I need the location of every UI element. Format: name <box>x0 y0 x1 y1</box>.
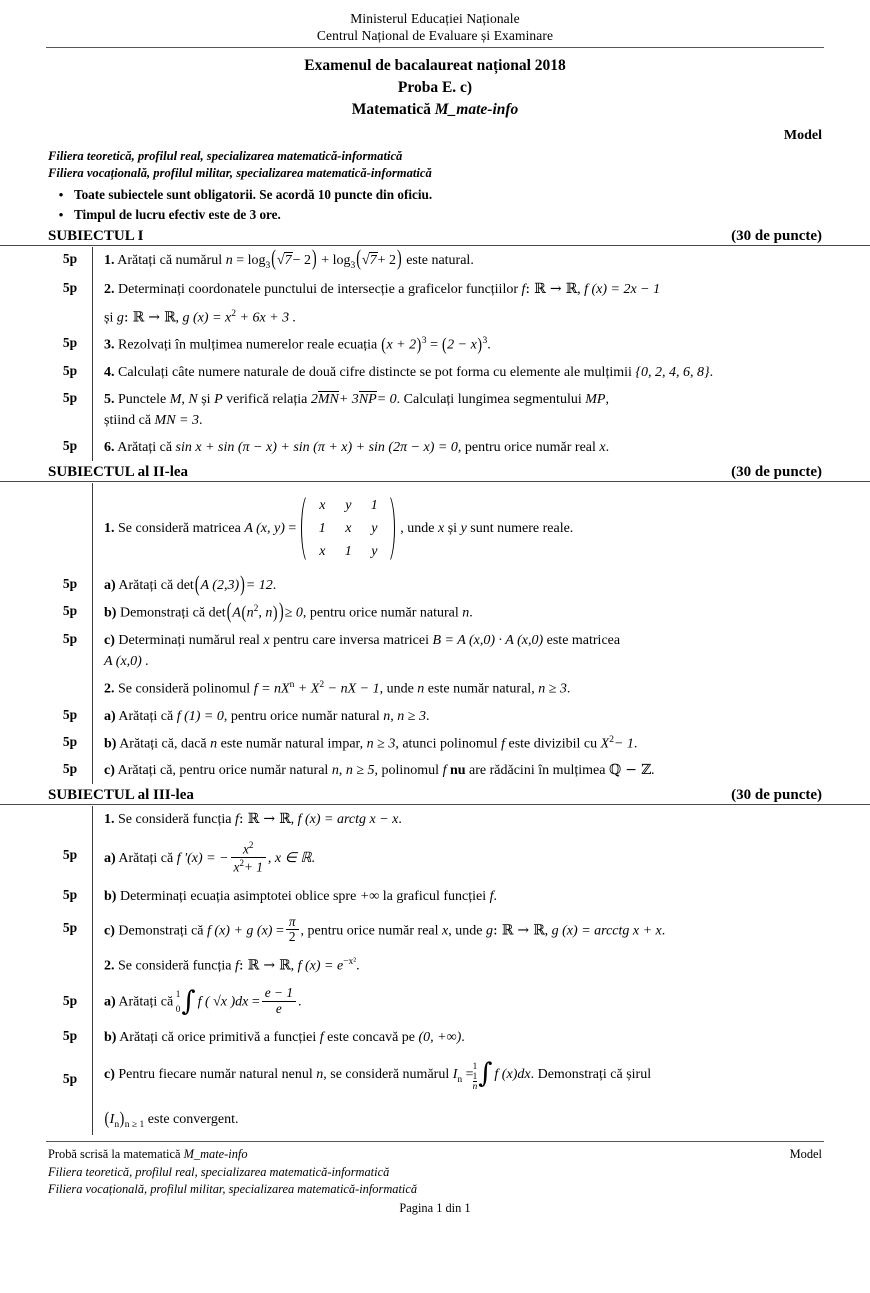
item-number: 2. <box>104 681 115 697</box>
lower-limit-fraction: $\frac{1}{n}$ <box>472 1070 478 1092</box>
exam-item-iii-2b <box>48 1024 822 1051</box>
item-number: 6. <box>104 440 115 455</box>
item-number: c) <box>104 763 115 779</box>
column-divider <box>92 434 93 461</box>
section-header-2 <box>0 463 870 482</box>
section-points-2: (30 de puncte) <box>731 464 822 480</box>
item-points: 5p <box>62 919 78 935</box>
bullet-icon: • <box>58 206 64 222</box>
item-body: 2. Determinați coordonatele punctului de intersecție a graficelor funcțiilor f: ℝ → ℝ, f (x) = 2x − 1 și g: ℝ → ℝ, g $(x) = x^2 + 6x + 3$ . <box>104 276 822 332</box>
item-body-line-2: $(I_n)_{n \ge 1}$ este convergent. <box>104 1110 239 1130</box>
item-number: 1. <box>104 812 115 828</box>
column-divider <box>92 675 93 703</box>
integral-sign: ∫ <box>478 1058 493 1090</box>
fraction-e-1-over-e: $\frac{e - 1}{e}$ <box>262 986 296 1017</box>
integral-sign: ∫ <box>181 986 196 1018</box>
item-points: 5p <box>62 1071 78 1087</box>
column-divider <box>92 1024 93 1051</box>
page-footer <box>0 1142 870 1217</box>
item-body: c) Arătați că, pentru orice număr natural n, n ≥ 5, polinomul f nu are rădăcini în mulțimea ℚ − ℤ. <box>104 762 655 779</box>
item-number: 1. <box>104 252 115 268</box>
item-body-line-2: A (x,0) . <box>104 653 149 669</box>
item-number: 3. <box>104 338 115 353</box>
item-number: 2. <box>104 958 115 974</box>
column-divider <box>92 572 93 599</box>
exam-item-ii-1a <box>48 572 822 599</box>
item-body: a) Arătați că 1 0 ∫ f ( √x )dx = $\frac{e - 1}{e}$ . <box>104 984 302 1018</box>
page-number: Pagina 1 din 1 <box>399 1201 471 1216</box>
column-divider <box>92 703 93 730</box>
exam-item-i4 <box>48 359 822 386</box>
column-divider <box>92 483 93 572</box>
exam-item-iii-1a <box>48 833 822 883</box>
matrix-paren-left <box>298 493 307 564</box>
item-body: b) Demonstrați că $\det(A(n^2$, n) )≥ 0, pentru orice număr natural n. <box>104 601 473 625</box>
item-points: 5p <box>62 761 78 777</box>
section-points-3: (30 de puncte) <box>731 787 822 804</box>
matrix-paren-right <box>389 493 398 564</box>
exam-item-ii-2c <box>48 757 822 784</box>
subject-1-items <box>0 247 870 461</box>
instruction-text: Timpul de lucru efectiv este de 3 ore. <box>74 206 281 222</box>
item-points: 5p <box>62 603 78 619</box>
item-number: a) <box>104 578 116 594</box>
integral-1n-1 <box>472 1058 493 1092</box>
item-points <box>48 675 92 679</box>
column-divider <box>92 1051 93 1135</box>
item-body: b) Arătați că orice primitivă a funcției f este concavă pe (0, +∞). <box>104 1030 465 1046</box>
integral-limits: 1 0 <box>175 989 181 1014</box>
filiera-line-2: Filiera vocațională, profilul militar, specializarea matematică-informatică <box>48 165 432 180</box>
footer-filiera-1: Filiera teoretică, profilul real, specializarea matematică-informatică <box>48 1164 390 1179</box>
exam-subject-code: M_mate-info <box>434 101 519 119</box>
item-points: 5p <box>62 706 78 722</box>
item-points: 5p <box>62 1028 78 1044</box>
column-divider <box>92 359 93 386</box>
item-points <box>48 483 92 487</box>
instructions-list <box>0 185 870 225</box>
item-number: c) <box>104 923 115 939</box>
item-points: 5p <box>62 733 78 749</box>
column-divider <box>92 910 93 952</box>
item-points: 5p <box>62 993 78 1009</box>
filiera-block <box>0 148 870 182</box>
item-body: 6. Arătați că sin x + sin (π − x) + sin (π + x) + sin (2π − x) = 0, pentru orice număr real x. <box>104 440 610 455</box>
footer-filiera-2: Filiera vocațională, profilul militar, specializarea matematică-informatică <box>48 1182 418 1197</box>
column-divider <box>92 331 93 359</box>
column-divider <box>92 386 93 434</box>
item-body-line-2: știind că MN = 3. <box>104 413 203 428</box>
item-body: c) Demonstrați că f (x) + g (x) = $\frac{\pi}{2}$ , pentru orice număr real x, unde g: ℝ → ℝ, g (x) = arcctg x + x. <box>104 913 666 945</box>
item-body-line-2: și g: ℝ → ℝ, g $(x) = x^2 + 6x + 3$ . <box>104 308 297 326</box>
item-points: 5p <box>62 335 78 351</box>
section-title-1: SUBIECTUL I <box>48 227 144 244</box>
exam-item-ii-1 <box>48 483 822 572</box>
integral-limits: 1 $\frac{1}{n}$ <box>472 1061 478 1092</box>
exam-item-iii-1c <box>48 910 822 952</box>
item-points: 5p <box>62 390 78 405</box>
column-divider <box>92 833 93 883</box>
item-body: 2. Se consideră polinomul $f = nX^n + X^2$ − nX − 1, unde n este număr natural, n ≥ 3. <box>104 679 571 697</box>
item-body: 5. Punctele M, N și P verifică relația 2MN+ 3NP= 0. Calculați lungimea segmentului MP, știind că MN = 3. <box>104 386 822 434</box>
item-body: 1. Se consideră matricea A (x, y) = x y 1 1 x y x 1 y , unde x și y sunt numere reale. <box>104 483 822 572</box>
filiera-line-1: Filiera teoretică, profilul real, specializarea matematică-informatică <box>48 148 403 163</box>
item-body: b) Arătați că, dacă n este număr natural impar, n ≥ 3, atunci polinomul f este divizibil cu $X^2- 1$. <box>104 734 638 752</box>
exam-item-ii-2b <box>48 730 822 758</box>
item-number: 5. <box>104 392 115 407</box>
section-header-3 <box>0 786 870 805</box>
item-number: a) <box>104 851 116 867</box>
item-body: 4. Calculați câte numere naturale de două cifre distincte se pot forma cu elemente ale mulțimii {0, 2, 4, 6, 8}. <box>104 365 714 380</box>
exam-item-i3 <box>48 331 822 359</box>
column-divider <box>92 883 93 910</box>
item-points: 5p <box>62 630 78 646</box>
column-divider <box>92 806 93 833</box>
exam-item-ii-1c <box>48 627 822 675</box>
item-number: b) <box>104 1030 117 1046</box>
exam-item-iii-2 <box>48 952 822 980</box>
column-divider <box>92 952 93 980</box>
item-points: 5p <box>62 438 78 453</box>
item-body: a) Arătați că det(A (2,3))= 12. <box>104 573 277 597</box>
item-number: c) <box>104 632 115 648</box>
section-header-1 <box>0 227 870 246</box>
column-divider <box>92 730 93 758</box>
item-body: 1. Se consideră funcția f: ℝ → ℝ, f (x) = arctg x − x. <box>104 811 402 828</box>
column-divider <box>92 247 93 276</box>
model-label: Model <box>783 127 822 143</box>
item-number: a) <box>104 708 116 724</box>
item-number: b) <box>104 888 117 904</box>
column-divider <box>92 599 93 627</box>
item-body: c) Determinați numărul real x pentru care inversa matricei B = A (x,0) · A (x,0) este matricea A (x,0) . <box>104 627 822 675</box>
matrix-A <box>298 493 398 564</box>
item-body: a) Arătați că f (1) = 0, pentru orice număr natural n, n ≥ 3. <box>104 708 430 724</box>
instruction-text: Toate subiectele sunt obligatorii. Se acordă 10 puncte din oficiu. <box>74 186 433 202</box>
section-title-2: SUBIECTUL al II-lea <box>48 464 189 480</box>
ministry-line-1: Ministerul Educației Naționale <box>350 11 520 26</box>
item-body: b) Determinați ecuația asimptotei oblice spre +∞ la graficul funcției f. <box>104 888 498 904</box>
instruction-item <box>48 205 870 225</box>
subject-3-items <box>0 806 870 1135</box>
ministry-line-2: Centrul Național de Evaluare și Examinare <box>316 28 554 44</box>
emphasis-nu: nu <box>449 763 466 779</box>
integral-0-1 <box>175 986 196 1018</box>
section-title-3: SUBIECTUL al III-lea <box>48 787 194 804</box>
exam-item-i5 <box>48 386 822 434</box>
exam-item-iii-2c <box>48 1051 822 1135</box>
item-points: 5p <box>62 847 78 863</box>
subject-2-items <box>0 483 870 784</box>
footer-left: Probă scrisă la matematică M_mate-info <box>48 1147 248 1162</box>
item-points: 5p <box>62 250 78 266</box>
exam-title-block <box>0 55 870 122</box>
exam-item-iii-2a <box>48 979 822 1024</box>
exam-item-ii-2a <box>48 703 822 730</box>
item-number: 2. <box>104 281 115 297</box>
item-body: 2. Se consideră funcția f: ℝ → ℝ, f $(x) = e^{-x^2}$. <box>104 956 360 974</box>
footer-model-label: Model <box>789 1147 822 1162</box>
item-body: a) Arătați că f '(x) = − $\frac{x^2}{x^2+ 1}$ , x ∈ ℝ. <box>104 839 315 875</box>
item-points: 5p <box>62 363 78 378</box>
item-points <box>48 806 92 810</box>
exam-item-ii-1b <box>48 599 822 627</box>
item-number: b) <box>104 736 117 752</box>
exam-item-iii-1 <box>48 806 822 833</box>
column-divider <box>92 276 93 332</box>
instruction-item <box>48 185 870 205</box>
column-divider <box>92 627 93 675</box>
header-divider <box>46 47 824 48</box>
item-number: 1. <box>104 520 115 536</box>
item-points <box>48 952 92 956</box>
exam-item-iii-1b <box>48 883 822 910</box>
exam-item-i2 <box>48 276 822 332</box>
exam-item-ii-2 <box>48 675 822 703</box>
column-divider <box>92 757 93 784</box>
item-points: 5p <box>62 279 78 295</box>
exam-proba: Proba E. c) <box>397 79 473 96</box>
footer-top-line <box>48 1146 822 1164</box>
exam-item-i1 <box>48 247 822 276</box>
section-points-1: (30 de puncte) <box>731 227 822 244</box>
item-points: 5p <box>62 886 78 902</box>
item-points: 5p <box>62 576 78 592</box>
item-number: 4. <box>104 365 115 380</box>
ministry-header <box>0 0 870 45</box>
fraction-fprime: $\frac{x^2}{x^2+ 1}$ <box>231 840 266 876</box>
fraction-pi-2: $\frac{\pi}{2}$ <box>286 915 299 946</box>
item-body: c) Pentru fiecare număr natural nenul n, se consideră numărul $I_n$ = 1 $\frac{1}{n}$ ∫ f (x)dx. Demonstrați că șirul $(I_n)_{n \ge 1}$ este convergent. <box>104 1051 822 1135</box>
matrix-grid: x y 1 1 x y x 1 y <box>318 498 378 560</box>
exam-title: Examenul de bacalaureat național 2018 <box>304 56 566 74</box>
item-body: 3. Rezolvați în mulțimea numerelor reale ecuația $(x + 2)^3 = (2 - x)^3$. <box>104 336 491 355</box>
bullet-icon: • <box>58 186 64 202</box>
item-number: b) <box>104 605 117 621</box>
footer-subject-code: M_mate-info <box>183 1147 248 1162</box>
exam-subject: Matematică M_mate-info <box>351 101 519 119</box>
item-number: c) <box>104 1067 115 1083</box>
exam-item-i6 <box>48 434 822 461</box>
item-body: 1. Arătați că numărul $n = \log_3(√7- 2) + \log_3(√7+ 2)$ este natural. <box>104 248 474 272</box>
column-divider <box>92 979 93 1024</box>
item-number: a) <box>104 994 116 1010</box>
